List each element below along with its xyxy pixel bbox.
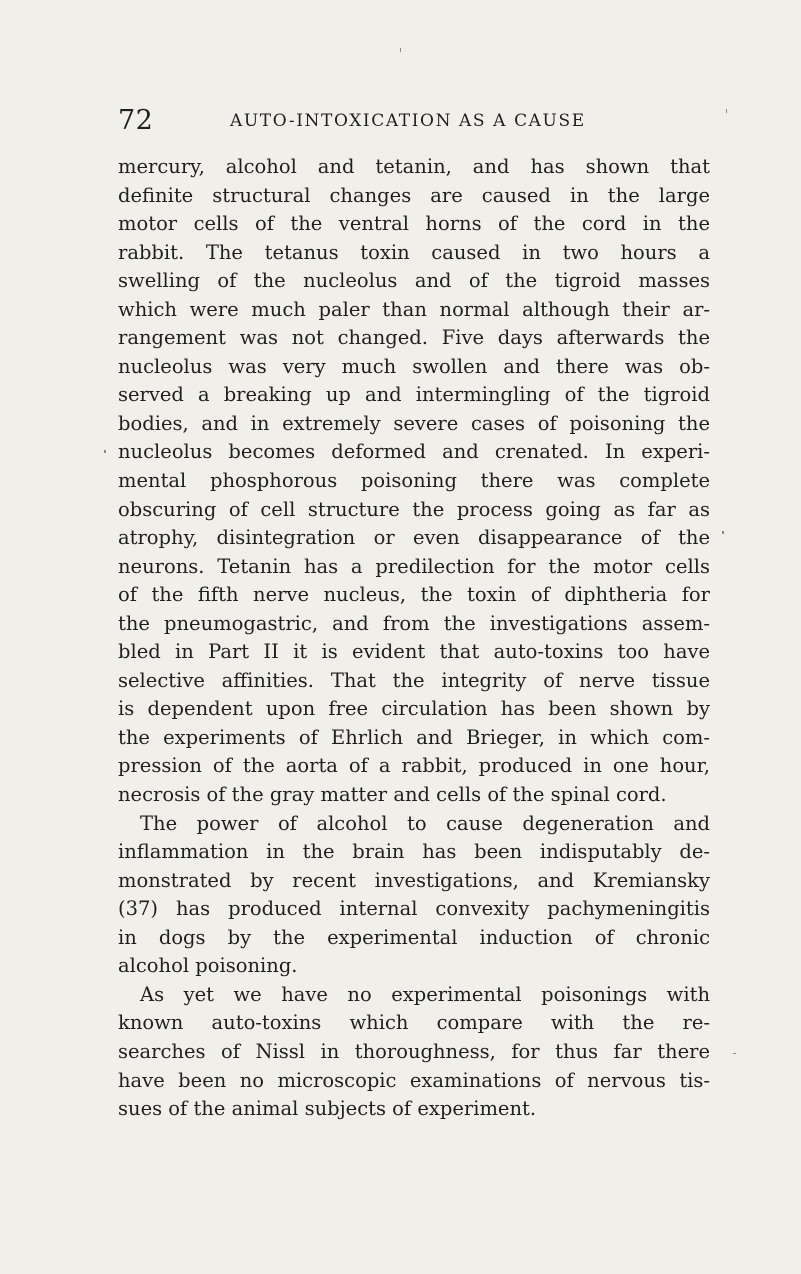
text-line: nucleolus becomes deformed and crenated. In experi-: [118, 440, 710, 464]
running-title: AUTO-INTOXICATION AS A CAUSE: [230, 111, 586, 131]
text-line: the pneumogastric, and from the investigations assem-: [118, 611, 710, 635]
text-line: which were much paler than normal although their ar-: [118, 297, 710, 321]
page-number: 72: [118, 105, 154, 136]
text-line: necrosis of the gray matter and cells of the spinal cord.: [118, 783, 667, 807]
body-text: [118, 153, 710, 1124]
scan-speck: [733, 1053, 736, 1054]
text-line: As yet we have no experimental poisonings with: [140, 982, 710, 1006]
text-line: inflammation in the brain has been indisputably de-: [118, 840, 710, 864]
text-line: of the fifth nerve nucleus, the toxin of diphtheria for: [118, 583, 710, 607]
text-line: (37) has produced internal convexity pachymeningitis: [118, 897, 710, 921]
text-line: rabbit. The tetanus toxin caused in two hours a: [118, 240, 710, 264]
scan-speck: [726, 109, 727, 113]
text-line: pression of the aorta of a rabbit, produced in one hour,: [118, 754, 710, 778]
text-line: swelling of the nucleolus and of the tigroid masses: [118, 269, 710, 293]
text-line: have been no microscopic examinations of nervous tis-: [118, 1068, 710, 1092]
text-line: served a breaking up and intermingling of the tigroid: [118, 383, 710, 407]
text-line: alcohol poisoning.: [118, 954, 298, 978]
text-line: nucleolus was very much swollen and there was ob-: [118, 354, 710, 378]
scan-speck: [400, 48, 401, 52]
text-line: rangement was not changed. Five days afterwards the: [118, 326, 710, 350]
text-line: known auto-toxins which compare with the re-: [118, 1011, 710, 1035]
text-line: mercury, alcohol and tetanin, and has shown that: [118, 155, 710, 178]
text-line: definite structural changes are caused in the large: [118, 183, 710, 207]
text-line: neurons. Tetanin has a predilection for the motor cells: [118, 554, 710, 578]
scan-speck: [722, 531, 724, 534]
text-line: sues of the animal subjects of experiment.: [118, 1097, 537, 1121]
text-line: motor cells of the ventral horns of the cord in the: [118, 212, 710, 236]
running-head: [118, 104, 718, 138]
text-line: the experiments of Ehrlich and Brieger, in which com-: [118, 725, 710, 749]
text-line: bodies, and in extremely severe cases of poisoning the: [118, 411, 710, 435]
text-line: searches of Nissl in thoroughness, for thus far there: [118, 1039, 710, 1063]
scan-speck: [104, 450, 106, 453]
text-line: is dependent upon free circulation has been shown by: [118, 697, 710, 721]
text-line: atrophy, disintegration or even disappearance of the: [118, 526, 710, 550]
text-line: mental phosphorous poisoning there was complete: [118, 469, 710, 493]
text-line: bled in Part II it is evident that auto-toxins too have: [118, 640, 710, 664]
text-line: monstrated by recent investigations, and Kremiansky: [118, 868, 710, 892]
text-line: obscuring of cell structure the process going as far as: [118, 497, 710, 521]
text-line: in dogs by the experimental induction of chronic: [118, 925, 710, 949]
text-line: The power of alcohol to cause degeneration and: [140, 811, 710, 835]
text-line: selective affinities. That the integrity of nerve tissue: [118, 668, 710, 692]
